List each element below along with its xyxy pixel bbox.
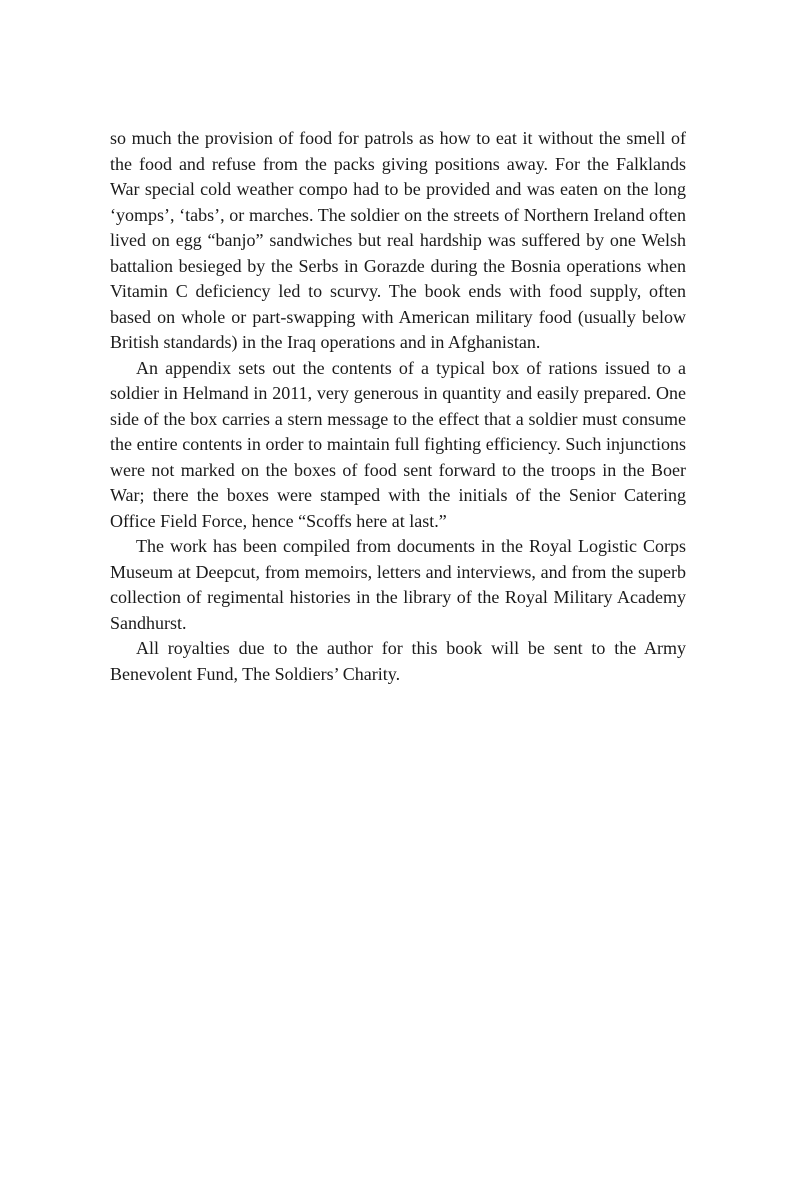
paragraph-patrol-food: so much the provision of food for patrols as how to eat it without the smell of the food and refuse from the packs giving positions away. For the Falklands War special cold weather compo had to be provided and was eaten on the long ‘yomps’, ‘tabs’, or marches. The soldier on the streets of Northern Ireland often lived on egg “banjo” sandwiches but real hardship was suffered by one Welsh battalion besieged by the Serbs in Gorazde during the Bosnia operations when Vitamin C deficiency led to scurvy. The book ends with food supply, often based on whole or part-swapping with American military food (usually below British standards) in the Iraq operations and in Afghanistan. (110, 128, 686, 352)
paragraph-sources: The work has been compiled from documents in the Royal Logistic Corps Museum at Deepcut, from memoirs, letters and interviews, and from the superb collection of regimental histories in the library of the Royal Military Academy Sandhurst. (110, 536, 686, 633)
paragraph-appendix: An appendix sets out the contents of a typical box of rations issued to a soldier in Helmand in 2011, very generous in quantity and easily prepared. One side of the box carries a stern message to the effect that a soldier must consume the entire contents in order to maintain full fighting efficiency. Such injunctions were not marked on the boxes of food sent forward to the troops in the Boer War; there the boxes were stamped with the initials of the Senior Catering Office Field Force, hence “Scoffs here at last.” (110, 357, 686, 531)
paragraph-royalties: All royalties due to the author for this book will be sent to the Army Benevolent Fund, The Soldiers’ Charity. (110, 638, 686, 684)
page-body (110, 126, 686, 687)
